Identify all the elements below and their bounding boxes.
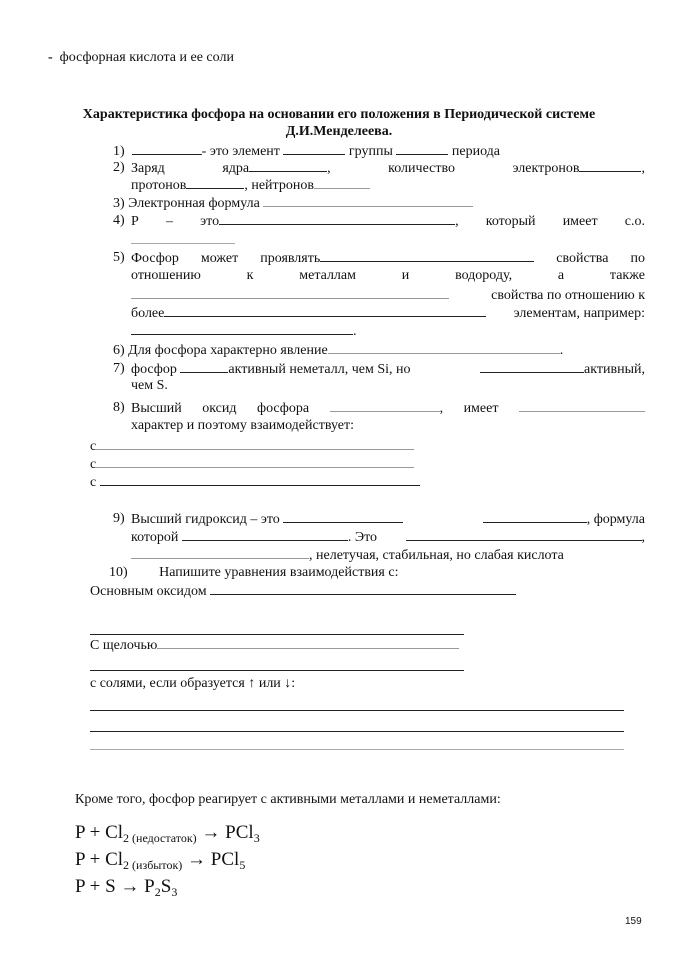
item-9-line-3: , нелетучая, стабильная, но слабая кислота	[131, 547, 564, 564]
item-8-line-2: характер и поэтому взаимодействует:	[131, 418, 355, 433]
blank-more-less-2[interactable]	[480, 361, 584, 373]
blank-acid-type[interactable]	[406, 529, 642, 541]
blank-examples[interactable]	[131, 323, 353, 335]
item-3: 3) Электронная формула	[113, 195, 473, 212]
title-line-2: Д.И.Менделеева.	[285, 124, 393, 139]
blank-group[interactable]	[283, 143, 345, 155]
blank-nucleus-charge[interactable]	[249, 160, 327, 172]
item-7-line-1: фосфор активный неметалл, чем Si, но активный,	[131, 362, 645, 377]
blank-hydroxide-name[interactable]	[283, 511, 403, 523]
blank-properties-1[interactable]	[320, 250, 534, 262]
item-2-number: 2)	[113, 160, 125, 175]
blank-basic-oxide-2[interactable]	[90, 634, 464, 635]
item-10: 10) Напишите уравнения взаимодействия с:	[109, 565, 399, 580]
blank-properties-2[interactable]	[131, 287, 449, 299]
header-line	[48, 50, 234, 66]
equation-1: $P + Cl_{2 (недостаток)} \to PCl_3$	[75, 822, 260, 845]
item-5-line-5: .	[131, 323, 357, 340]
blank-oxidation-states[interactable]	[131, 243, 235, 244]
item-5-line-3: свойства по отношению к	[131, 287, 645, 304]
blank-alkali-2[interactable]	[90, 670, 464, 671]
with-line-2: с	[90, 456, 414, 473]
item-9-line-1: Высший гидроксид – это , формула	[131, 512, 645, 527]
with-line-1: с	[90, 438, 414, 455]
blank-more-elements[interactable]	[164, 305, 486, 317]
item-5-line-2: отношению к металлам и водороду, а также	[131, 268, 645, 283]
item-4-number: 4)	[113, 213, 125, 228]
blank-oxide-character[interactable]	[519, 400, 645, 412]
title-line-1: Характеристика фосфора на основании его положения в Периодической системе	[82, 107, 596, 122]
item-2-line-2: протонов , нейтронов	[131, 177, 370, 194]
blank-electrons[interactable]	[579, 160, 641, 172]
blank-alkali[interactable]	[157, 637, 459, 649]
blank-phenomenon[interactable]	[328, 342, 560, 354]
blank-substance[interactable]	[219, 213, 455, 225]
item-9-line-2: которой . Это ,	[131, 530, 645, 545]
item-5-line-1: Фосфор может проявлять свойства по	[131, 251, 645, 266]
item-1: 1) - это элемент группы периода	[113, 144, 501, 159]
item-7-number: 7)	[113, 361, 125, 376]
equation-3: $P + S \to P_2S_3$	[75, 876, 178, 899]
item-5-number: 5)	[113, 250, 125, 265]
blank-hydroxide-2[interactable]	[483, 511, 587, 523]
blank-neutrons[interactable]	[314, 177, 370, 189]
item-6: 6) Для фосфора характерно явление .	[113, 343, 564, 358]
blank-salts-3[interactable]	[90, 749, 624, 750]
blank-with-3[interactable]	[100, 474, 420, 486]
also-text: Кроме того, фосфор реагирует с активными металлами и неметаллами:	[75, 792, 501, 807]
blank-with-1[interactable]	[96, 438, 414, 450]
header-text: фосфорная кислота и ее соли	[59, 50, 234, 65]
blank-period[interactable]	[396, 143, 448, 155]
blank-acid-property[interactable]	[131, 547, 309, 559]
item-2-line-1: Заряд ядра , количество электронов ,	[131, 161, 645, 176]
item-7-line-2: чем S.	[131, 378, 168, 393]
with-line-3: с	[90, 474, 420, 491]
blank-salts-2[interactable]	[90, 731, 624, 732]
item-8-number: 8)	[113, 400, 125, 415]
salts-line: с солями, если образуется ↑ или ↓:	[90, 676, 296, 691]
blank-protons[interactable]	[186, 177, 244, 189]
blank-with-2[interactable]	[96, 456, 414, 468]
item-9-number: 9)	[113, 511, 125, 526]
header-bullet: -	[48, 50, 53, 65]
basic-oxide-line: Основным оксидом	[90, 583, 516, 600]
alkali-line: С щелочью	[90, 637, 459, 654]
blank-electron-formula[interactable]	[263, 195, 473, 207]
item-8-line-1: Высший оксид фосфора , имеет	[131, 400, 645, 417]
item-4-line-1: Р – это , который имеет с.о.	[131, 214, 645, 229]
blank-salts-1[interactable]	[90, 710, 624, 711]
item-5-line-4: более элементам, например:	[131, 306, 645, 321]
page-number: 159	[625, 916, 642, 927]
blank-higher-oxide[interactable]	[330, 400, 440, 412]
equation-2: $P + Cl_{2 (избыток)} \to PCl_5$	[75, 849, 246, 872]
blank-more-less-1[interactable]	[180, 361, 228, 373]
blank-element[interactable]	[132, 143, 202, 155]
blank-basic-oxide[interactable]	[210, 583, 516, 595]
blank-hydroxide-formula[interactable]	[182, 529, 348, 541]
